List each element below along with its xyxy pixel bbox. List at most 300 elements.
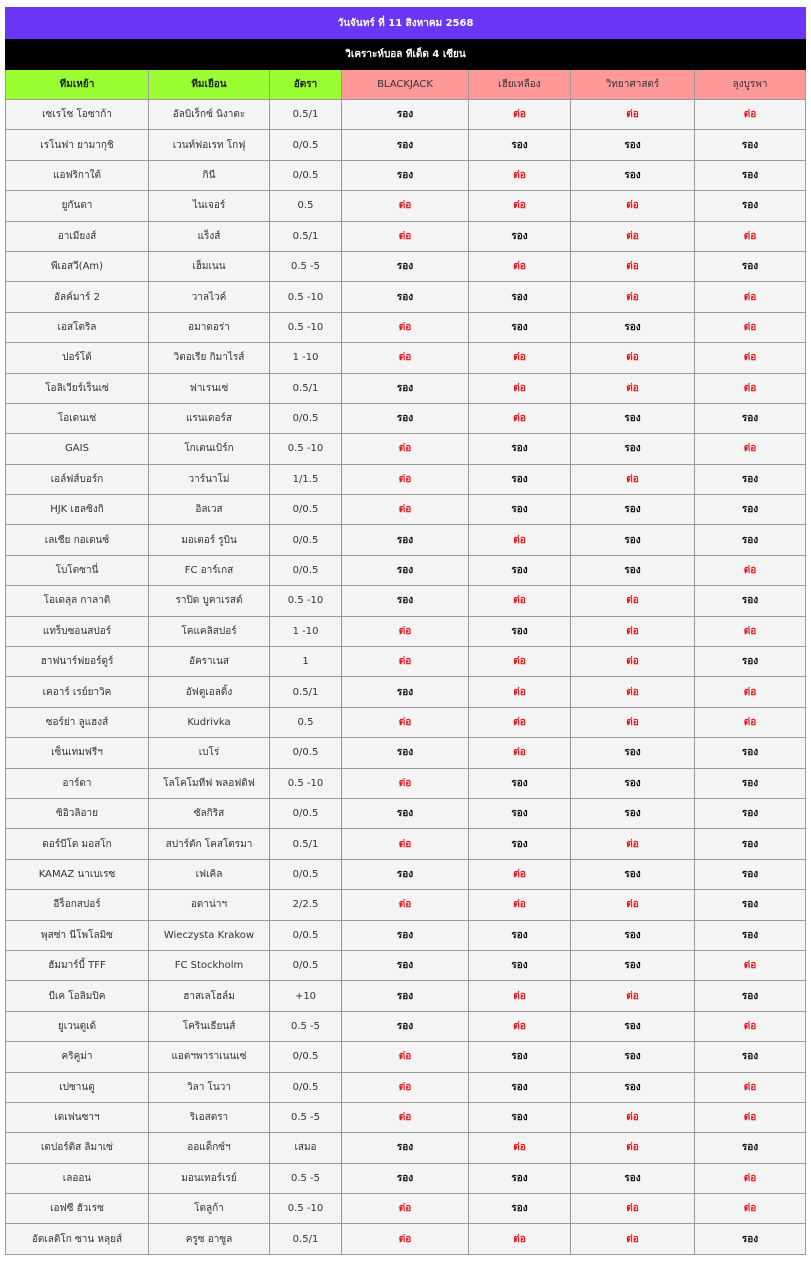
home-team: โอเดนเซ่	[6, 403, 149, 433]
expert-4-pick: รอง	[695, 191, 806, 221]
expert-3-pick: ต่อ	[571, 251, 695, 281]
home-team: HJK เฮลซิงกิ	[6, 495, 149, 525]
away-team: โคแคลิสปอร์	[149, 616, 270, 646]
odds-value: 1 -10	[270, 343, 342, 373]
date-row	[6, 8, 806, 39]
expert-4-pick: รอง	[695, 890, 806, 920]
expert-3-pick: รอง	[571, 859, 695, 889]
odds-value: 0/0.5	[270, 738, 342, 768]
table-row	[6, 798, 806, 828]
odds-value: 0/0.5	[270, 555, 342, 585]
home-team: พุสซ่า นีโพโลมิซ	[6, 920, 149, 950]
away-team: เวนท์ฟอเรท โกฟุ	[149, 130, 270, 160]
header-home: ทีมเหย้า	[6, 70, 149, 100]
odds-value: 0/0.5	[270, 130, 342, 160]
away-team: เบโร่	[149, 738, 270, 768]
table-row	[6, 1102, 806, 1132]
table-row	[6, 586, 806, 616]
away-team: แรนเดอร์ส	[149, 403, 270, 433]
expert-1-pick: ต่อ	[342, 1224, 469, 1254]
expert-1-pick: รอง	[342, 798, 469, 828]
expert-2-pick: ต่อ	[469, 1133, 571, 1163]
expert-1-pick: ต่อ	[342, 343, 469, 373]
expert-4-pick: ต่อ	[695, 707, 806, 737]
home-team: เลออน	[6, 1163, 149, 1193]
expert-4-pick: รอง	[695, 981, 806, 1011]
expert-4-pick: ต่อ	[695, 1194, 806, 1224]
home-team: อัตเลติโก ซาน หลุยส์	[6, 1224, 149, 1254]
away-team: อัลบิเร็กซ์ นิงาตะ	[149, 100, 270, 130]
expert-4-pick: รอง	[695, 798, 806, 828]
away-team: ริเอสตรา	[149, 1102, 270, 1132]
expert-4-pick: ต่อ	[695, 221, 806, 251]
home-team: ฮัมมาร์บี้ TFF	[6, 950, 149, 980]
expert-3-pick: ต่อ	[571, 1102, 695, 1132]
expert-1-pick: ต่อ	[342, 1042, 469, 1072]
expert-3-pick: ต่อ	[571, 343, 695, 373]
expert-2-pick: รอง	[469, 130, 571, 160]
expert-4-pick: ต่อ	[695, 343, 806, 373]
expert-2-pick: รอง	[469, 1072, 571, 1102]
header-expert-1: BLACKJACK	[342, 70, 469, 100]
home-team: ดอร์บีโด มอสโก	[6, 829, 149, 859]
expert-1-pick: รอง	[342, 373, 469, 403]
home-team: เอฟซี ฮัวเรซ	[6, 1194, 149, 1224]
table-row	[6, 555, 806, 585]
table-row	[6, 677, 806, 707]
away-team: โกเตนเบิร์ก	[149, 434, 270, 464]
expert-2-pick: รอง	[469, 555, 571, 585]
away-team: แอตฯพาราเนนเซ่	[149, 1042, 270, 1072]
odds-value: 1	[270, 647, 342, 677]
home-team: ฮาฟนาร์ฟยอร์ดูร์	[6, 647, 149, 677]
expert-1-pick: รอง	[342, 525, 469, 555]
expert-1-pick: ต่อ	[342, 312, 469, 342]
expert-4-pick: ต่อ	[695, 1102, 806, 1132]
away-team: วาร์นาโม่	[149, 464, 270, 494]
odds-value: 0.5/1	[270, 829, 342, 859]
home-team: เดปอร์ติส ลิมาเซ่	[6, 1133, 149, 1163]
home-team: โอลิเวียร์เร็นเซ่	[6, 373, 149, 403]
odds-value: 0.5/1	[270, 373, 342, 403]
table-row	[6, 312, 806, 342]
odds-value: เสมอ	[270, 1133, 342, 1163]
expert-3-pick: รอง	[571, 1011, 695, 1041]
away-team: FC Stockholm	[149, 950, 270, 980]
subtitle: วิเคราะห์บอล ทีเด็ด 4 เซียน	[6, 39, 806, 70]
expert-4-pick: รอง	[695, 738, 806, 768]
odds-value: 0.5 -10	[270, 434, 342, 464]
expert-1-pick: รอง	[342, 282, 469, 312]
odds-value: 0.5 -5	[270, 1163, 342, 1193]
header-odds: อัตรา	[270, 70, 342, 100]
expert-3-pick: รอง	[571, 525, 695, 555]
tips-table-body	[6, 8, 806, 1255]
odds-value: 0.5 -5	[270, 251, 342, 281]
expert-2-pick: ต่อ	[469, 251, 571, 281]
expert-1-pick: ต่อ	[342, 1102, 469, 1132]
table-row	[6, 191, 806, 221]
expert-2-pick: รอง	[469, 1042, 571, 1072]
table-row	[6, 920, 806, 950]
odds-value: 0/0.5	[270, 1042, 342, 1072]
table-row	[6, 160, 806, 190]
away-team: แร็งส์	[149, 221, 270, 251]
expert-4-pick: รอง	[695, 859, 806, 889]
away-team: อัฟตูเอลดิ้ง	[149, 677, 270, 707]
expert-2-pick: รอง	[469, 829, 571, 859]
expert-3-pick: ต่อ	[571, 221, 695, 251]
odds-value: 0/0.5	[270, 495, 342, 525]
odds-value: 1/1.5	[270, 464, 342, 494]
odds-value: 0.5/1	[270, 677, 342, 707]
odds-value: 0.5 -5	[270, 1102, 342, 1132]
expert-4-pick: ต่อ	[695, 950, 806, 980]
expert-1-pick: รอง	[342, 555, 469, 585]
table-row	[6, 1133, 806, 1163]
expert-1-pick: ต่อ	[342, 768, 469, 798]
away-team: วิตอเรีย กิมาไรส์	[149, 343, 270, 373]
expert-4-pick: ต่อ	[695, 1011, 806, 1041]
home-team: คริคูม่า	[6, 1042, 149, 1072]
odds-value: 0/0.5	[270, 920, 342, 950]
home-team: GAIS	[6, 434, 149, 464]
expert-4-pick: ต่อ	[695, 555, 806, 585]
expert-2-pick: ต่อ	[469, 647, 571, 677]
expert-2-pick: ต่อ	[469, 677, 571, 707]
away-team: เฮ็มเนน	[149, 251, 270, 281]
subtitle-row	[6, 39, 806, 70]
away-team: อิลเวส	[149, 495, 270, 525]
expert-3-pick: รอง	[571, 555, 695, 585]
table-row	[6, 373, 806, 403]
expert-4-pick: รอง	[695, 1133, 806, 1163]
expert-2-pick: ต่อ	[469, 707, 571, 737]
expert-1-pick: รอง	[342, 981, 469, 1011]
expert-2-pick: ต่อ	[469, 859, 571, 889]
away-team: วิลา โนวา	[149, 1072, 270, 1102]
expert-3-pick: รอง	[571, 950, 695, 980]
table-row	[6, 1072, 806, 1102]
expert-2-pick: ต่อ	[469, 890, 571, 920]
home-team: เอล์ฟส์บอร์ก	[6, 464, 149, 494]
expert-4-pick: รอง	[695, 130, 806, 160]
table-row	[6, 1194, 806, 1224]
expert-2-pick: ต่อ	[469, 373, 571, 403]
expert-3-pick: ต่อ	[571, 282, 695, 312]
odds-value: 0.5/1	[270, 1224, 342, 1254]
expert-2-pick: รอง	[469, 312, 571, 342]
away-team: อมาดอร่า	[149, 312, 270, 342]
expert-1-pick: รอง	[342, 160, 469, 190]
header-row	[6, 70, 806, 100]
expert-4-pick: ต่อ	[695, 312, 806, 342]
odds-value: 2/2.5	[270, 890, 342, 920]
expert-1-pick: ต่อ	[342, 221, 469, 251]
expert-4-pick: ต่อ	[695, 1072, 806, 1102]
odds-value: 0/0.5	[270, 160, 342, 190]
away-team: อดาน่าฯ	[149, 890, 270, 920]
expert-2-pick: รอง	[469, 798, 571, 828]
expert-2-pick: ต่อ	[469, 1224, 571, 1254]
table-row	[6, 1224, 806, 1254]
table-row	[6, 616, 806, 646]
expert-3-pick: ต่อ	[571, 890, 695, 920]
table-row	[6, 981, 806, 1011]
expert-4-pick: รอง	[695, 251, 806, 281]
expert-2-pick: รอง	[469, 495, 571, 525]
odds-value: 0/0.5	[270, 859, 342, 889]
expert-1-pick: รอง	[342, 1163, 469, 1193]
expert-3-pick: รอง	[571, 1072, 695, 1102]
odds-value: 0.5 -10	[270, 586, 342, 616]
table-row	[6, 829, 806, 859]
expert-4-pick: ต่อ	[695, 616, 806, 646]
home-team: โอเดลุล กาลาติ	[6, 586, 149, 616]
odds-value: 0/0.5	[270, 403, 342, 433]
expert-1-pick: ต่อ	[342, 191, 469, 221]
away-team: มอเตอร์ รูบิน	[149, 525, 270, 555]
away-team: กินี	[149, 160, 270, 190]
away-team: โตลูก้า	[149, 1194, 270, 1224]
expert-1-pick: รอง	[342, 738, 469, 768]
away-team: เฟเคิล	[149, 859, 270, 889]
home-team: พีเอสวี(Am)	[6, 251, 149, 281]
away-team: ราปิด บูคาเรสต์	[149, 586, 270, 616]
expert-1-pick: ต่อ	[342, 829, 469, 859]
expert-1-pick: รอง	[342, 403, 469, 433]
expert-3-pick: ต่อ	[571, 1133, 695, 1163]
home-team: เปซานดู	[6, 1072, 149, 1102]
expert-2-pick: ต่อ	[469, 191, 571, 221]
expert-3-pick: รอง	[571, 738, 695, 768]
odds-value: 0.5	[270, 191, 342, 221]
table-row	[6, 890, 806, 920]
home-team: อาร์ดา	[6, 768, 149, 798]
expert-3-pick: ต่อ	[571, 1224, 695, 1254]
table-row	[6, 282, 806, 312]
header-expert-3: วิทยาศาสตร์	[571, 70, 695, 100]
home-team: ยูเวนตูเด้	[6, 1011, 149, 1041]
expert-1-pick: รอง	[342, 1011, 469, 1041]
expert-3-pick: ต่อ	[571, 647, 695, 677]
home-team: เอสโตริล	[6, 312, 149, 342]
expert-1-pick: ต่อ	[342, 616, 469, 646]
expert-3-pick: รอง	[571, 312, 695, 342]
away-team: โลโคโมทีฟ พลอฟดิฟ	[149, 768, 270, 798]
table-row	[6, 738, 806, 768]
odds-value: 0/0.5	[270, 950, 342, 980]
table-row	[6, 464, 806, 494]
expert-3-pick: ต่อ	[571, 1194, 695, 1224]
odds-value: 0.5 -10	[270, 768, 342, 798]
expert-3-pick: ต่อ	[571, 191, 695, 221]
expert-4-pick: รอง	[695, 464, 806, 494]
expert-3-pick: รอง	[571, 768, 695, 798]
away-team: FC อาร์เกส	[149, 555, 270, 585]
away-team: มอนเทอร์เรย์	[149, 1163, 270, 1193]
expert-1-pick: รอง	[342, 1133, 469, 1163]
expert-3-pick: ต่อ	[571, 616, 695, 646]
table-row	[6, 221, 806, 251]
expert-3-pick: ต่อ	[571, 464, 695, 494]
expert-2-pick: รอง	[469, 1163, 571, 1193]
table-row	[6, 1042, 806, 1072]
expert-4-pick: รอง	[695, 829, 806, 859]
odds-value: 0/0.5	[270, 1072, 342, 1102]
odds-value: 0.5 -10	[270, 1194, 342, 1224]
table-row	[6, 100, 806, 130]
expert-2-pick: รอง	[469, 282, 571, 312]
expert-4-pick: รอง	[695, 1042, 806, 1072]
expert-3-pick: ต่อ	[571, 677, 695, 707]
away-team: ฮาสเลโฮล์ม	[149, 981, 270, 1011]
away-team: วาลไวค์	[149, 282, 270, 312]
table-row	[6, 343, 806, 373]
expert-4-pick: ต่อ	[695, 282, 806, 312]
expert-4-pick: รอง	[695, 1224, 806, 1254]
expert-3-pick: รอง	[571, 1042, 695, 1072]
home-team: อาเมียงส์	[6, 221, 149, 251]
table-row	[6, 251, 806, 281]
expert-2-pick: ต่อ	[469, 525, 571, 555]
expert-2-pick: รอง	[469, 464, 571, 494]
expert-2-pick: รอง	[469, 950, 571, 980]
odds-value: 0.5/1	[270, 100, 342, 130]
expert-1-pick: รอง	[342, 130, 469, 160]
table-row	[6, 859, 806, 889]
odds-value: 0/0.5	[270, 525, 342, 555]
tips-table	[5, 7, 806, 1255]
header-expert-2: เฮียเหลือง	[469, 70, 571, 100]
home-team: เลเชีย กอเดนซ์	[6, 525, 149, 555]
expert-2-pick: ต่อ	[469, 738, 571, 768]
table-row	[6, 130, 806, 160]
away-team: ไนเจอร์	[149, 191, 270, 221]
expert-4-pick: รอง	[695, 586, 806, 616]
expert-1-pick: รอง	[342, 950, 469, 980]
odds-value: +10	[270, 981, 342, 1011]
expert-2-pick: ต่อ	[469, 160, 571, 190]
expert-1-pick: ต่อ	[342, 890, 469, 920]
home-team: เคอาร์ เรย์ยาวิค	[6, 677, 149, 707]
expert-4-pick: ต่อ	[695, 373, 806, 403]
expert-4-pick: รอง	[695, 768, 806, 798]
expert-3-pick: รอง	[571, 434, 695, 464]
expert-3-pick: ต่อ	[571, 100, 695, 130]
home-team: อีร็อกสปอร์	[6, 890, 149, 920]
expert-2-pick: ต่อ	[469, 100, 571, 130]
expert-2-pick: ต่อ	[469, 586, 571, 616]
away-team: โครินเธียนส์	[149, 1011, 270, 1041]
expert-4-pick: ต่อ	[695, 434, 806, 464]
expert-3-pick: ต่อ	[571, 981, 695, 1011]
home-team: เรโนฟา ยามากุชิ	[6, 130, 149, 160]
expert-1-pick: ต่อ	[342, 1072, 469, 1102]
expert-3-pick: ต่อ	[571, 373, 695, 403]
away-team: Wieczysta Krakow	[149, 920, 270, 950]
odds-value: 0.5 -10	[270, 282, 342, 312]
home-team: KAMAZ นาเบเรซ	[6, 859, 149, 889]
expert-4-pick: รอง	[695, 403, 806, 433]
expert-3-pick: รอง	[571, 1163, 695, 1193]
expert-1-pick: รอง	[342, 251, 469, 281]
expert-1-pick: ต่อ	[342, 495, 469, 525]
expert-2-pick: ต่อ	[469, 1011, 571, 1041]
expert-4-pick: ต่อ	[695, 1163, 806, 1193]
expert-2-pick: ต่อ	[469, 403, 571, 433]
odds-value: 1 -10	[270, 616, 342, 646]
header-away: ทีมเยือน	[149, 70, 270, 100]
away-team: Kudrivka	[149, 707, 270, 737]
date-title: วันจันทร์ ที่ 11 สิงหาคม 2568	[6, 8, 806, 39]
table-row	[6, 647, 806, 677]
expert-4-pick: ต่อ	[695, 677, 806, 707]
odds-value: 0.5	[270, 707, 342, 737]
expert-1-pick: รอง	[342, 586, 469, 616]
home-team: อัลค์มาร์ 2	[6, 282, 149, 312]
expert-1-pick: รอง	[342, 859, 469, 889]
expert-3-pick: รอง	[571, 403, 695, 433]
odds-value: 0/0.5	[270, 798, 342, 828]
home-team: ปอร์โต้	[6, 343, 149, 373]
expert-3-pick: รอง	[571, 920, 695, 950]
away-team: ออแด็กซ์ฯ	[149, 1133, 270, 1163]
tips-table-container	[5, 7, 805, 1255]
away-team: สปาร์ตัก โคสโตรมา	[149, 829, 270, 859]
expert-4-pick: รอง	[695, 647, 806, 677]
expert-1-pick: รอง	[342, 100, 469, 130]
table-row	[6, 434, 806, 464]
home-team: เซ็นเทมฟรีฯ	[6, 738, 149, 768]
expert-4-pick: ต่อ	[695, 100, 806, 130]
expert-3-pick: ต่อ	[571, 829, 695, 859]
expert-2-pick: รอง	[469, 920, 571, 950]
expert-2-pick: รอง	[469, 434, 571, 464]
expert-1-pick: รอง	[342, 920, 469, 950]
expert-2-pick: ต่อ	[469, 343, 571, 373]
expert-4-pick: รอง	[695, 525, 806, 555]
expert-1-pick: ต่อ	[342, 647, 469, 677]
header-expert-4: ลุงบูรพา	[695, 70, 806, 100]
expert-4-pick: รอง	[695, 160, 806, 190]
odds-value: 0.5 -10	[270, 312, 342, 342]
away-team: ครูซ อาซูล	[149, 1224, 270, 1254]
away-team: ซัลกิริส	[149, 798, 270, 828]
home-team: บีเค โอลิมปิค	[6, 981, 149, 1011]
home-team: ซอร์ย่า ลูแฮงส์	[6, 707, 149, 737]
odds-value: 0.5/1	[270, 221, 342, 251]
table-row	[6, 495, 806, 525]
table-row	[6, 768, 806, 798]
table-row	[6, 1011, 806, 1041]
expert-2-pick: รอง	[469, 768, 571, 798]
away-team: ฟาเรนเซ่	[149, 373, 270, 403]
expert-1-pick: ต่อ	[342, 464, 469, 494]
expert-1-pick: รอง	[342, 677, 469, 707]
home-team: ซิอิวลิอาย	[6, 798, 149, 828]
expert-3-pick: รอง	[571, 798, 695, 828]
expert-1-pick: ต่อ	[342, 707, 469, 737]
expert-3-pick: รอง	[571, 130, 695, 160]
expert-2-pick: ต่อ	[469, 981, 571, 1011]
home-team: โบโตซานี่	[6, 555, 149, 585]
table-row	[6, 1163, 806, 1193]
expert-3-pick: ต่อ	[571, 707, 695, 737]
expert-4-pick: รอง	[695, 920, 806, 950]
expert-2-pick: รอง	[469, 1102, 571, 1132]
home-team: เซเรโซ โอซาก้า	[6, 100, 149, 130]
